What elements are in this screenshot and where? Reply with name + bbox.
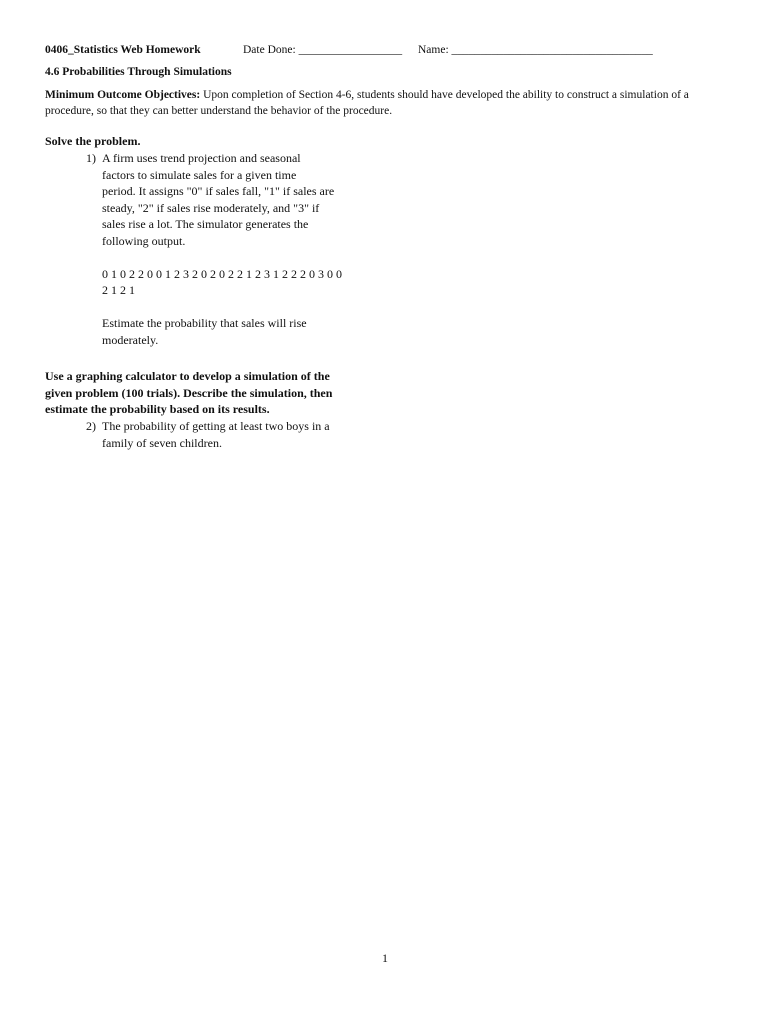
page-number: 1	[382, 951, 388, 965]
course-title: 0406_Statistics Web Homework	[45, 44, 201, 56]
problem-1-line: factors to simulate sales for a given time	[102, 167, 297, 182]
simulator-output-line: 0 1 0 2 2 0 0 1 2 3 2 0 2 0 2 2 1 2 3 1 2 2 2 0 3 0 0	[102, 266, 342, 281]
problem-1-line: period. It assigns "0" if sales fall, "1" if sales are	[102, 184, 335, 198]
simulator-output-line: 2 1 2 1	[102, 283, 135, 297]
problem-1-question-line: moderately.	[102, 332, 159, 347]
problem-1-line: following output.	[102, 233, 186, 248]
objectives-paragraph	[45, 87, 725, 119]
section-title: 4.6 Probabilities Through Simulations	[45, 66, 232, 78]
part2-heading-line: Use a graphing calculator to develop a simulation of the	[45, 369, 330, 383]
objectives-text: Upon completion of Section 4-6, students should have developed the ability to construct a simulation of a procedure, so that they can better understand the behavior of the procedure.	[45, 89, 689, 117]
part2-heading-line: estimate the probability based on its results.	[45, 402, 270, 416]
problem-1-line: steady, "2" if sales rise moderately, and "3" if	[102, 200, 320, 215]
name-field: Name: ___________________________________	[418, 44, 653, 56]
header-line	[45, 44, 653, 56]
problem-2-line: The probability of getting at least two boys in a	[102, 419, 330, 433]
problem-2-line: family of seven children.	[102, 435, 222, 450]
problem-1-number: 1)	[86, 151, 96, 165]
part2-heading-line: given problem (100 trials). Describe the simulation, then	[45, 385, 333, 400]
part2-heading	[45, 368, 332, 418]
problem-1-question-line: Estimate the probability that sales will rise	[102, 316, 307, 330]
date-done-field: Date Done: __________________	[243, 44, 403, 56]
problem-1-line: A firm uses trend projection and seasonal	[102, 151, 301, 165]
problem-1-line: sales rise a lot. The simulator generates the	[102, 217, 309, 231]
objectives-label: Minimum Outcome Objectives:	[45, 89, 201, 101]
part1-heading: Solve the problem.	[45, 134, 141, 148]
problem-2-number: 2)	[86, 419, 96, 433]
